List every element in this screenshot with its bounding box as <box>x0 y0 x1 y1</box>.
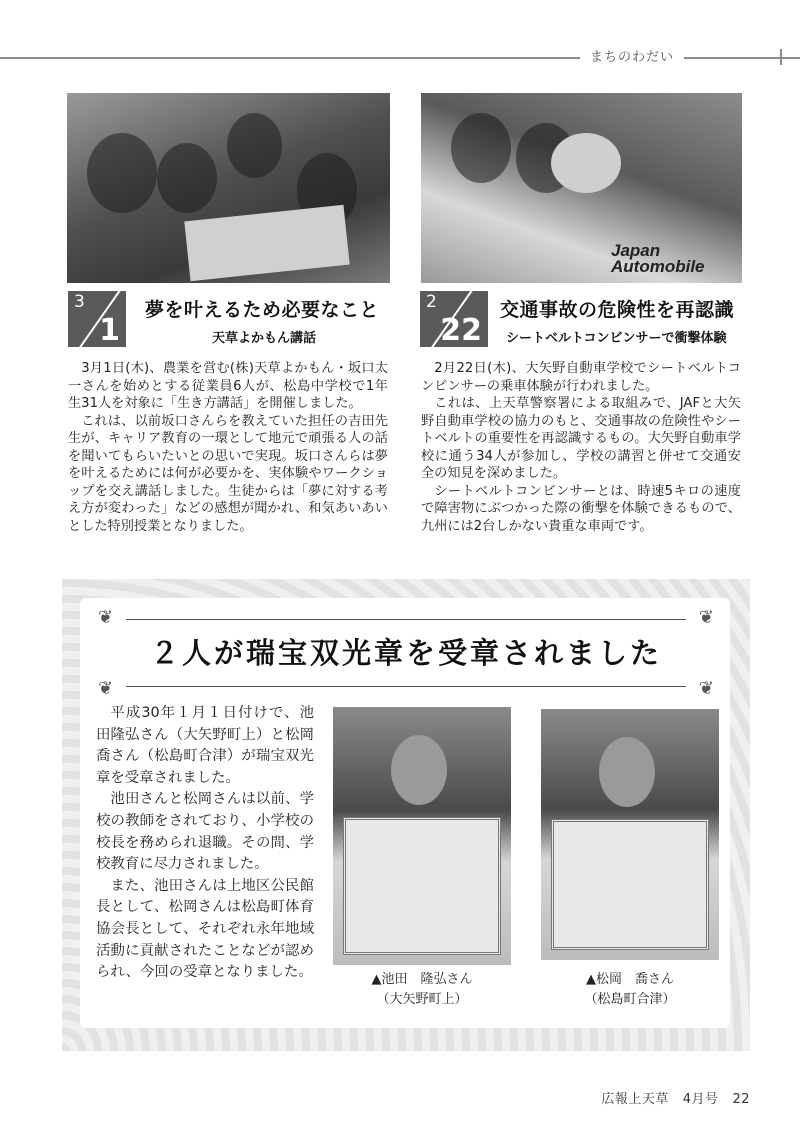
paragraph: これは、上天草警察署による取組みで、JAFと大矢野自動車学校の協力のもと、交通事故の危険性やシートベルトの重要性を再認識するもの。大矢野自動車学校に通う34人が参加し、学校の講習と併せて交通安全の知見を深めました。 <box>421 396 741 481</box>
article-1-subtitle: 天草よかもん講話 <box>212 331 317 346</box>
article-1-day: 1 <box>99 313 120 347</box>
article-2-title: 交通事故の危険性を再認識 <box>500 299 735 321</box>
article-1-title: 夢を叶えるため必要なこと <box>145 299 380 321</box>
paragraph: これは、以前坂口さんらを教えていた担任の吉田先生が、キャリア教育の一環として地元で頑張る人の話を聞いてもらいたいとの思いで実現。坂口さんらは夢を叶えるためには何が必要かを、実体験やワークショップを交え講話しました。生徒からは「夢に対する考え方が変わった」などの感想が聞かれ、和気あいあいとした特別授業となりました。 <box>68 413 388 534</box>
flourish-icon: ❦ <box>698 678 714 699</box>
article-1-body <box>68 360 388 535</box>
article-2-day: 22 <box>440 313 482 347</box>
footer <box>560 1088 750 1107</box>
paragraph: 2月22日(木)、大矢野自動車学校でシートベルトコンビンサーの乗車体験が行われました。 <box>421 361 741 394</box>
award-title-frame <box>96 607 716 699</box>
recipient-2-name: ▲松岡 喬さん <box>586 972 674 987</box>
recipient-2-caption <box>541 970 719 1010</box>
section-label: まちのわだい <box>580 46 684 65</box>
paragraph: 平成30年１月１日付けで、池田隆弘さん（大矢野町上）と松岡喬さん（松島町合津）が瑞宝双光章を受章されました。 <box>96 705 314 786</box>
paragraph: また、池田さんは上地区公民館長として、松岡さんは松島町体育協会長として、それぞれ永年地域活動に貢献されたことなどが認められ、今回の受章となりました。 <box>96 877 314 981</box>
article-2-subtitle: シートベルトコンビンサーで衝撃体験 <box>506 331 727 346</box>
flourish-icon: ❦ <box>98 607 114 628</box>
article-2-date <box>420 291 488 347</box>
article-1-month: 3 <box>74 292 85 312</box>
car-logo-text: Japan Automobile <box>611 241 705 276</box>
paragraph: 池田さんと松岡さんは以前、学校の教師をされており、小学校の校長を務められ退職。その間、学校教育に尽力されました。 <box>96 791 314 873</box>
header-tick <box>780 49 782 65</box>
article-2-month: 2 <box>426 292 437 312</box>
article-1-date <box>68 291 126 347</box>
page-number: 22 <box>732 1092 750 1107</box>
article-1-photo <box>67 93 390 283</box>
recipient-2-photo <box>541 709 719 960</box>
article-2-body <box>421 360 741 535</box>
award-body <box>96 703 314 984</box>
flourish-icon: ❦ <box>98 678 114 699</box>
award-title: ２人が瑞宝双光章を受章されました <box>149 636 662 670</box>
article-2-photo <box>421 93 742 283</box>
recipient-1-caption <box>333 970 511 1010</box>
footer-publication: 広報上天草 <box>601 1092 669 1107</box>
paragraph: シートベルトコンビンサーとは、時速5キロの速度で障害物にぶつかった際の衝撃を体験できるもので、九州には2台しかない貴重な車両です。 <box>421 483 741 534</box>
footer-issue: 4月号 <box>682 1092 719 1107</box>
recipient-1-place: （大矢野町上） <box>376 992 468 1007</box>
recipient-1-name: ▲池田 隆弘さん <box>371 972 473 987</box>
paragraph: 3月1日(木)、農業を営む(株)天草よかもん・坂口太一さんを始めとする従業員6人が、松島中学校で1年生31人を対象に「生き方講話」を開催しました。 <box>68 361 388 411</box>
flourish-icon: ❦ <box>698 607 714 628</box>
recipient-2-place: （松島町合津） <box>584 992 676 1007</box>
recipient-1-photo <box>333 707 511 965</box>
